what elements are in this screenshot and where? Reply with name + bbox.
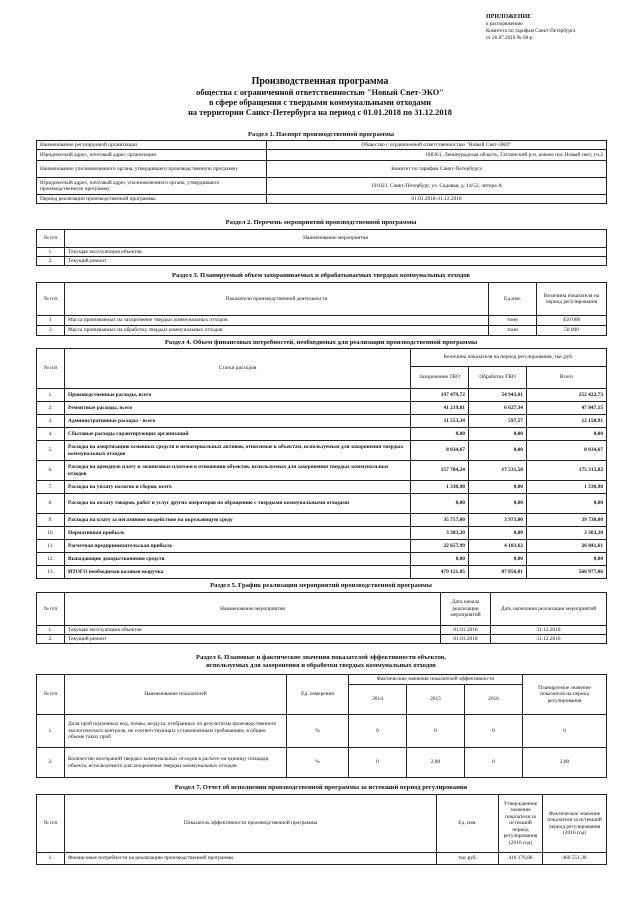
processing-value: 0,00 [469,428,527,441]
start-date: 01.01.2018 [441,626,491,635]
expense-name: Производственные расходы, всего [65,389,411,402]
passport-value: 188361, Ленинградская область, Гатчинский р-н, южнее пос.Новый свет, уч.2 [267,150,607,161]
table-row [37,161,607,178]
processing-value: 3 973,00 [469,514,527,527]
landfill-value: 0,00 [411,428,469,441]
indicator-name: Количество возгораний твердых коммунальных отходов в расчете на единицу площади объекта, используемого для захоронения твердых коммунальных отходов [65,748,287,778]
section5-heading: Раздел 5. График реализации мероприятий производственной программы [210,582,432,589]
value-cell: 2,80 [523,748,607,778]
value-cell: 0 [465,748,523,778]
landfill-value: 11 553,34 [411,415,469,428]
total-value: 8 034,67 [527,441,607,461]
title-line: на территории Санкт-Петербурга на период с 01.01.2018 по 31.12.2018 [188,108,452,118]
column-header: 2016 [465,685,523,715]
value-cell: 2,80 [407,748,465,778]
processing-value: 0,00 [469,494,527,514]
table-row [37,316,607,326]
processing-value: 0,00 [469,481,527,494]
passport-label: Наименование уполномоченного органа, утвердившего производственную программу [37,161,267,178]
total-value: 0,00 [527,553,607,566]
column-group-header: Фактические значения показателей эффективности [349,675,523,685]
row-number: 1. [37,626,65,635]
column-header: № п/п [37,593,65,626]
total-value: 0,00 [527,428,607,441]
landfill-value: 35 757,00 [411,514,469,527]
section5-table [36,592,607,644]
row-number: 12. [37,553,65,566]
row-number: 2. [37,748,65,778]
column-header: 2014 [349,685,407,715]
row-number: 1. [37,248,65,257]
table-row [37,461,607,481]
column-header: Показатели производственной деятельности [65,283,489,316]
table-row [37,415,607,428]
passport-value: 191023, Санкт-Петербург, ул. Садовая, д. 14/52, литера А [267,178,607,195]
column-header: Дать окончания реализации мероприятий [491,593,607,626]
start-date: 01.01.2018 [441,635,491,644]
table-row [37,514,607,527]
table-row [37,494,607,514]
expense-name: ИТОГО необходимая валовая выручка [65,566,411,579]
row-number: 2. [37,257,65,266]
column-header: Величина показателя на период регулирования [537,283,607,316]
landfill-value: 8 034,67 [411,441,469,461]
table-header-row [37,593,607,626]
table-row [37,853,607,865]
activity-name: Текущая эксплуатация объектов [65,248,607,257]
row-number: 2. [37,635,65,644]
total-value: 26 841,61 [527,540,607,553]
landfill-value: 41 219,81 [411,402,469,415]
row-number: 1. [37,853,65,865]
column-header: Захоронение ТКО [411,367,469,389]
column-header: Обработка ТКО [469,367,527,389]
column-header: № п/п [37,283,65,316]
total-value: 12 150,91 [527,415,607,428]
row-number: 10. [37,527,65,540]
column-header: Фактическое значение показателя за истекший период регулирования (2016 год) [543,795,607,853]
title-main: Производственная программа [251,76,389,87]
row-number: 1. [37,389,65,402]
table-row [37,441,607,461]
row-number: 2. [37,402,65,415]
table-row [37,389,607,402]
table-row [37,527,607,540]
table-row [37,626,607,635]
passport-label: Наименование регулируемой организации [37,141,267,150]
column-header: Наименование мероприятия [65,230,607,248]
total-value: 175 315,82 [527,461,607,481]
column-header: Ед.изм. [489,283,537,316]
landfill-value: 1 330,98 [411,481,469,494]
processing-value: 0,00 [469,553,527,566]
passport-value: Общество с ограниченной ответственностью "Новый Свет-ЭКО" [267,141,607,150]
unit-cell: тонн [489,316,537,326]
total-value: 1 330,98 [527,481,607,494]
row-number: 3. [37,415,65,428]
passport-value: 01.01.2018-31.12.2018 [267,195,607,204]
processing-value: 54 943,01 [469,389,527,402]
section4-table [36,348,607,579]
row-number: 13. [37,566,65,579]
row-number: 1. [37,715,65,748]
total-value: 252 422,73 [527,389,607,402]
indicator-name: Финансовые потребности на реализацию производственной программы [65,853,437,865]
landfill-value: 197 479,72 [411,389,469,402]
landfill-value: 479 121,05 [411,566,469,579]
landfill-value: 0,00 [411,553,469,566]
end-date: 31.12.2018 [491,626,607,635]
appendix-block [486,14,636,42]
row-number: 8. [37,494,65,514]
landfill-value: 22 657,99 [411,540,469,553]
table-row [37,748,607,778]
row-number: 2 [37,326,65,336]
total-value: 3 303,20 [527,527,607,540]
expense-name: Нормативная прибыль [65,527,411,540]
section1-table [36,140,607,204]
indicator-name: Масса принимаемых на захоронение твердых коммунальных отходов [65,316,489,326]
column-header: Статьи расходов [65,349,411,389]
section7-table [36,794,607,865]
passport-label: Период реализации производственной программы [37,195,267,204]
table-header-row [37,675,607,685]
section6-heading-line: Раздел 6. Плановые и фактические значения показателей эффективности объектов, [196,654,446,661]
unit-cell: % [287,715,349,748]
column-header: Ед. изм. [437,795,499,853]
expense-name: Административные расходы - всего [65,415,411,428]
row-number: 9. [37,514,65,527]
column-header: Наименование мероприятия [65,593,441,626]
unit-cell: тонн [489,326,537,336]
activity-name: Текущий ремонт [65,635,441,644]
expense-name: Расходы на арендную плату и лизинговые платежи в отношении объектов, используемых для захоронения твердых коммунальных отходов [65,461,411,481]
landfill-value: 0,00 [411,494,469,514]
section3-table [36,282,607,336]
row-number: 11. [37,540,65,553]
table-row [37,481,607,494]
value-cell: 0 [349,715,407,748]
table-row [37,150,607,161]
processing-value: 17 531,58 [469,461,527,481]
table-row [37,257,607,266]
indicator-name: Масса принимаемых на обработку твердых коммунальных отходов [65,326,489,336]
passport-value: Комитет по тарифам Санкт-Петербурга [267,161,607,178]
appendix-line: к распоряжению [486,21,523,27]
total-value: 47 847,15 [527,402,607,415]
value-cell: 0 [407,715,465,748]
column-header: Всего [527,367,607,389]
table-row [37,715,607,748]
table-row [37,553,607,566]
value-cell: 0 [465,715,523,748]
column-header: № п/п [37,795,65,853]
table-header-row [37,230,607,248]
value-cell: 0 [349,748,407,778]
column-header: Утвержденное значение показателя за истекший период регулирования (2016 год) [499,795,543,853]
activity-name: Текущая эксплуатация объектов [65,626,441,635]
table-row [37,195,607,204]
value-cell: 460 551,30 [543,853,607,865]
expense-name: Выпадающие доходы/экономия средств [65,553,411,566]
section4-heading: Раздел 4. Объем финансовых потребностей, необходимых для реализации производственной программы [164,339,478,346]
column-header: Ед. измерения [287,675,349,715]
column-header: Показатель эффективности производственной программы [65,795,437,853]
activity-name: Текущий ремонт [65,257,607,266]
table-row [37,141,607,150]
table-header-row [37,795,607,853]
title-line: общества с ограниченной ответственностью "Новый Свет-ЭКО" [196,88,444,97]
expense-name: Расходы на оплату товаров, работ и услуг других операторов по обращению с твердыми коммунальными отходами [65,494,411,514]
total-value: 566 977,06 [527,566,607,579]
indicator-name: Доля проб подземных вод, почвы, воздуха, отобранных по результатам производственного экологического контроля, не соответствующих установленным требованиям, в общем объеме таких проб [65,715,287,748]
appendix-heading: ПРИЛОЖЕНИЕ [486,14,532,20]
section6-heading-line: используемых для захоронения и обработки твердых коммунальных отходов [206,662,436,669]
table-row [37,566,607,579]
section3-heading: Раздел 3. Планируемый объем захораниваемых и обрабатываемых твердых коммунальных отходов [172,272,470,279]
expense-name: Расходы на уплату налогов и сборов, всего [65,481,411,494]
table-row [37,540,607,553]
value-cell: 450 000 [537,316,607,326]
column-header: № п/п [37,349,65,389]
unit-cell: % [287,748,349,778]
column-group-header: Величина показателя на период регулирования, тыс.руб. [411,349,607,367]
processing-value: 0,00 [469,527,527,540]
column-header: 2015 [407,685,465,715]
column-header: № п/п [37,230,65,248]
table-row [37,326,607,336]
row-number: 1 [37,316,65,326]
expense-name: Ремонтные расходы, всего [65,402,411,415]
document-title [40,75,600,119]
row-number: 6. [37,461,65,481]
processing-value: 0,00 [469,441,527,461]
value-cell: 50 000 [537,326,607,336]
expense-name: Расходы на амортизацию основных средств и нематериальных активов, относимые к объектам, используемым для захоронения твердых коммунальных отходов [65,441,411,461]
value-cell: 416 176,86 [499,853,543,865]
processing-value: 6 627,34 [469,402,527,415]
section7-heading: Раздел 7. Отчет об исполнении производственной программы за истекший период регулирования [174,784,468,791]
section6-table [36,674,607,778]
row-number: 5. [37,441,65,461]
column-header: Наименование показателей [65,675,287,715]
landfill-value: 3 303,20 [411,527,469,540]
passport-label: Юридический адрес, почтовый адрес уполномоченного органа, утвердившего производственную программу [37,178,267,195]
section2-table [36,229,607,266]
total-value: 39 730,00 [527,514,607,527]
row-number: 4. [37,428,65,441]
table-row [37,635,607,644]
landfill-value: 157 784,24 [411,461,469,481]
appendix-line: от 26.07.2018 № 68-р [486,35,533,41]
unit-cell: тыс.руб. [437,853,499,865]
table-row [37,428,607,441]
value-cell: 0 [523,715,607,748]
processing-value: 4 183,62 [469,540,527,553]
table-header-row [37,349,607,367]
column-header: Дата начала реализации мероприятий [441,593,491,626]
processing-value: 597,57 [469,415,527,428]
table-row [37,402,607,415]
title-line: в сфере обращения с твердыми коммунальными отходами [208,98,432,108]
passport-label: Юридический адрес, почтовый адрес организации [37,150,267,161]
column-header: № п/п [37,675,65,715]
end-date: 31.12.2018 [491,635,607,644]
section6-heading [36,654,606,670]
table-row [37,248,607,257]
total-value: 0,00 [527,494,607,514]
expense-name: Сбытовые расходы гарантирующих организаций [65,428,411,441]
section1-heading: Раздел 1. Паспорт производственной программы [248,131,394,138]
expense-name: Расчетная предпринимательская прибыль [65,540,411,553]
expense-name: Расходы на плату за негативное воздействие на окружающую среду [65,514,411,527]
processing-value: 87 856,01 [469,566,527,579]
column-header: Планируемое значение показателя на период регулирования [523,675,607,715]
section2-heading: Раздел 2. Перечень мероприятий производственной программы [225,219,417,226]
table-header-row [37,283,607,316]
row-number: 7. [37,481,65,494]
appendix-line: Комитета по тарифам Санкт-Петербурга [486,28,576,34]
table-row [37,178,607,195]
